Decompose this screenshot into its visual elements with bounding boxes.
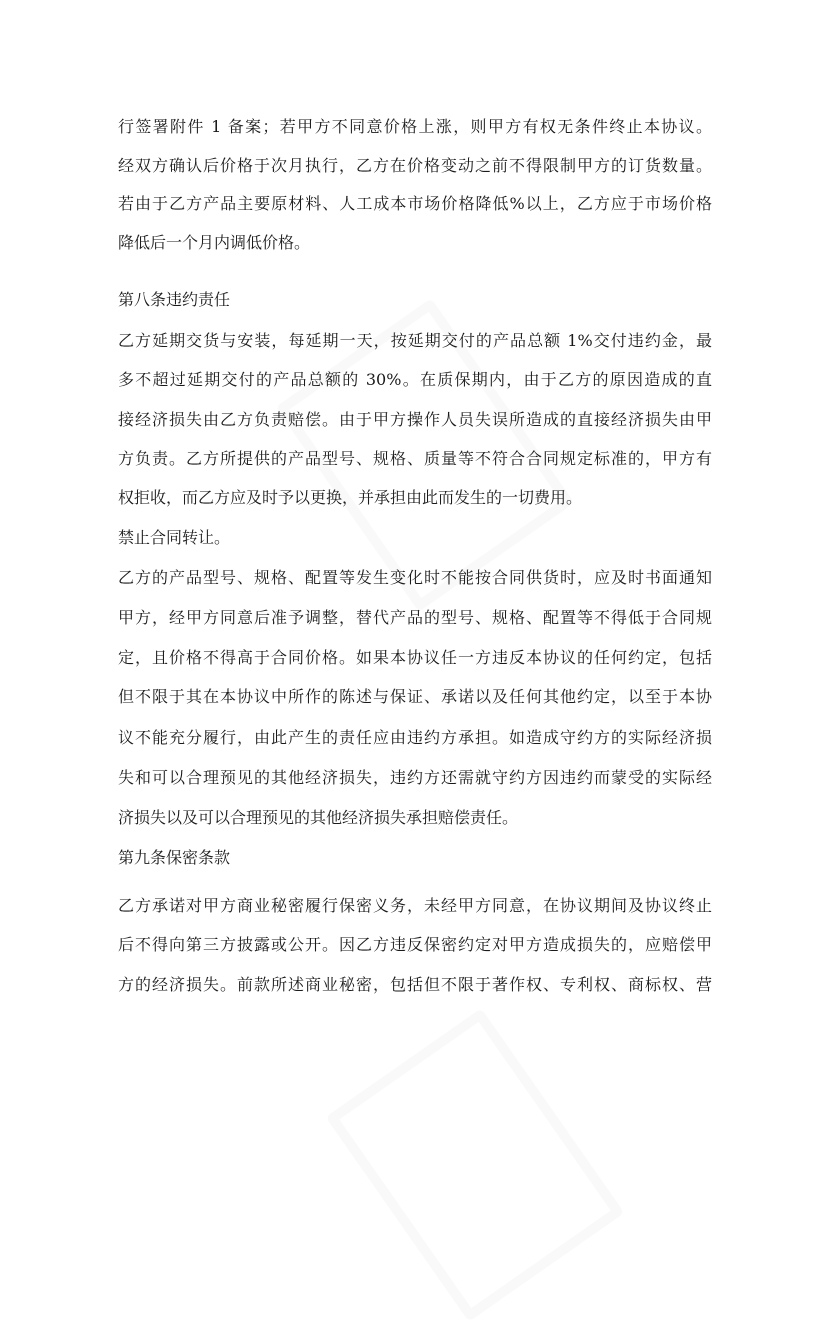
text-line: 多不超过延期交付的产品总额的 30%。在质保期内，由于乙方的原因造成的直 [118, 370, 712, 389]
text-line: 定，且价格不得高于合同价格。如果本协议任一方违反本协议的任何约定，包括 [118, 648, 712, 667]
text-line: 若由于乙方产品主要原材料、人工成本市场价格降低%以上，乙方应于市场价格 [118, 194, 712, 213]
text-line: 甲方，经甲方同意后准予调整，替代产品的型号、规格、配置等不得低于合同规 [118, 608, 712, 627]
text-line: 乙方的产品型号、规格、配置等发生变化时不能按合同供货时，应及时书面通知 [118, 568, 712, 587]
text-line: 降低后一个月内调低价格。 [118, 233, 311, 252]
text-line: 方负责。乙方所提供的产品型号、规格、质量等不符合合同规定标准的，甲方有 [118, 449, 712, 468]
text-line: 乙方延期交货与安装，每延期一天，按延期交付的产品总额 1%交付违约金，最 [118, 331, 712, 350]
text-line: 但不限于其在本协议中所作的陈述与保证、承诺以及任何其他约定，以至于本协 [118, 687, 712, 706]
text-line: 接经济损失由乙方负责赔偿。由于甲方操作人员失误所造成的直接经济损失由甲 [118, 410, 712, 429]
text-line: 乙方承诺对甲方商业秘密履行保密义务，未经甲方同意，在协议期间及协议终止 [118, 896, 712, 915]
text-line: 行签署附件 1 备案；若甲方不同意价格上涨，则甲方有权无条件终止本协议。 [118, 117, 712, 136]
text-line: 失和可以合理预见的其他经济损失，违约方还需就守约方因违约而蒙受的实际经 [118, 768, 712, 787]
section-heading: 第九条保密条款 [118, 848, 231, 867]
text-line: 权拒收，而乙方应及时予以更换，并承担由此而发生的一切费用。 [118, 488, 583, 507]
section-heading: 禁止合同转让。 [118, 528, 231, 547]
section-heading: 第八条违约责任 [118, 290, 231, 309]
text-line: 济损失以及可以合理预见的其他经济损失承担赔偿责任。 [118, 808, 519, 827]
text-line: 议不能充分履行，由此产生的责任应由违约方承担。如造成守约方的实际经济损 [118, 728, 712, 747]
text-line: 后不得向第三方披露或公开。因乙方违反保密约定对甲方造成损失的，应赔偿甲 [118, 935, 712, 954]
text-line: 方的经济损失。前款所述商业秘密，包括但不限于著作权、专利权、商标权、营 [118, 975, 712, 994]
watermark-mark [325, 1008, 624, 1322]
text-line: 经双方确认后价格于次月执行，乙方在价格变动之前不得限制甲方的订货数量。 [118, 156, 712, 175]
